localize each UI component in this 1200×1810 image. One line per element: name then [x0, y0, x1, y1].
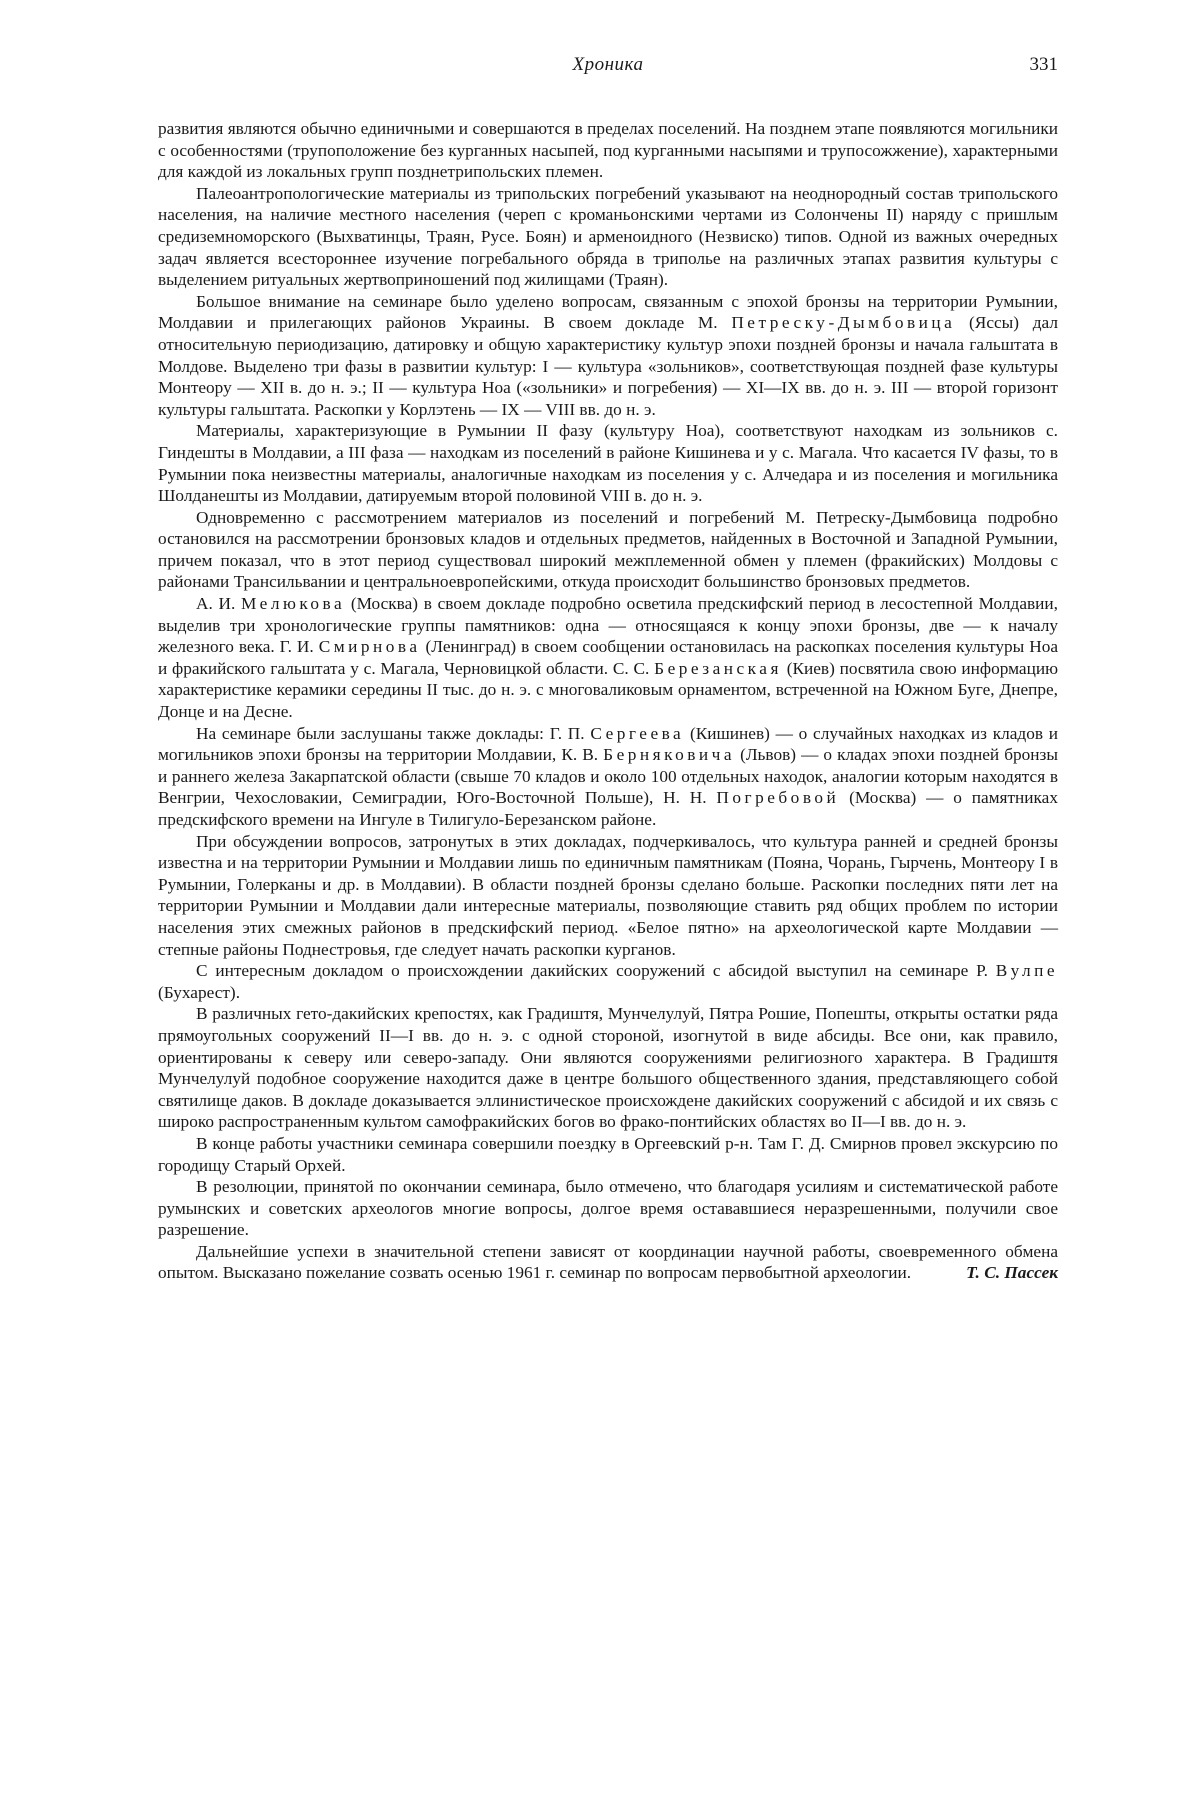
- paragraph: [158, 1241, 1058, 1284]
- author-signature: Т. С. Пассек: [966, 1263, 1058, 1283]
- spaced-author-name: Петреску-Дымбовица: [731, 313, 956, 333]
- text-run: На семинаре были заслушаны также доклады: Г. П.: [196, 723, 591, 743]
- text-run: Палеоантропологические материалы из трипольских погребений указывают на неоднородный состав трипольского населения, на наличие местного населения (череп с кроманьонскими чертами из Солончены II) наряду с пришлым средиземноморского (Выхватинцы, Траян, Русе. Боян) и арменоидного (Незвиско) типов. Одной из важных очередных задач является всестороннее изучение погребального обряда в триполье на различных этапах развития культуры с выделением ритуальных жертвоприношений под жилищами (Траян).: [158, 183, 1058, 290]
- spaced-author-name: Берняковича: [603, 745, 735, 765]
- paragraph: [158, 593, 1058, 723]
- paragraph: [158, 960, 1058, 1003]
- paragraph: [158, 420, 1058, 506]
- paragraph: [158, 1176, 1058, 1241]
- text-run: В резолюции, принятой по окончании семинара, было отмечено, что благодаря усилиям и систематической работе румынских и советских археологов многие вопросы, долгое время остававшиеся неразрешенными, получили свое разрешение.: [158, 1177, 1058, 1240]
- text-run: (Киев) посвятила свою информацию характеристике керамики середины II тыс. до н. э. с многоваликовым орнаментом, встреченной на Южном Буге, Днепре, Донце и на Десне.: [158, 658, 1058, 722]
- spaced-author-name: Вулпе: [995, 961, 1058, 981]
- spaced-author-name: Мелюкова: [241, 594, 346, 614]
- text-run: (Кишинев) — о случайных находках из кладов и могильников эпохи бронзы на территории Молдавии, К. В.: [158, 723, 1058, 765]
- text-run: А. И.: [196, 594, 242, 614]
- paragraph: [158, 291, 1058, 421]
- running-title: Хроника: [572, 54, 644, 75]
- paragraph: [158, 723, 1058, 831]
- text-run: В конце работы участники семинара совершили поездку в Оргеевский р-н. Там Г. Д. Смирнов провел экскурсию по городищу Старый Орхей.: [158, 1133, 1058, 1175]
- text-run: При обсуждении вопросов, затронутых в этих докладах, подчеркивалось, что культура ранней и средней бронзы известна и на территории Румынии и Молдавии лишь по единичным памятникам (Пояна, Чорань, Гырчень, Монтеору I в Румынии, Голерканы и др. в Молдавии). В области поздней бронзы сделано больше. Раскопки последних пяти лет на территории Румынии и Молдавии дали интересные материалы, позволяющие ставить ряд общих проблем по истории населения этих смежных районов в предскифский период. «Белое пятно» на археологической карте Молдавии — степные районы Поднестровья, где следует начать раскопки курганов.: [158, 831, 1058, 959]
- running-head: [158, 54, 1058, 84]
- spaced-author-name: Смирнова: [318, 637, 421, 657]
- spaced-author-name: Погребовой: [716, 788, 840, 808]
- page-number: 331: [1029, 54, 1058, 75]
- text-run: В различных гето-дакийских крепостях, как Градиштя, Мунчелулуй, Пятра Рошие, Попешты, открыты остатки ряда прямоугольных сооружений II—I вв. до н. э. с одной стороной, изогнутой в виде абсиды. Все они, как правило, ориентированы к северу или северо-западу. Они являются сооружениями религиозного характера. В Градиштя Мунчелулуй подобное сооружение находится даже в центре большого общественного здания, представляющего собой святилище даков. В докладе доказывается эллинистическое происхождене дакийских сооружений с абсидой и их связь с широко распространенным культом самофракийских богов во фрако-понтийских областях во II—I вв. до н. э.: [158, 1004, 1058, 1132]
- text-run: С интересным докладом о происхождении дакийских сооружений с абсидой выступил на семинаре Р.: [196, 961, 996, 981]
- paragraph: [158, 831, 1058, 961]
- spaced-author-name: Березанская: [654, 658, 782, 678]
- paragraph: [158, 183, 1058, 291]
- text-run: Материалы, характеризующие в Румынии II фазу (культуру Ноа), соответствуют находкам из зольников с. Гиндешты в Молдавии, а III фаза — находкам из поселений в районе Кишинева и у с. Магала. Что касается IV фазы, то в Румынии пока неизвестны материалы, аналогичные находкам из поселения у с. Алчедара и из поселения и могильника Шолданешты из Молдавии, датируемым второй половиной VIII в. до н. э.: [158, 421, 1058, 506]
- text-run: (Львов) — о кладах эпохи поздней бронзы и раннего железа Закарпатской области (свыше 70 кладов и около 100 отдельных находок, аналогии которым находятся в Венгрии, Чехословакии, Семиградии, Юго-Восточной Польше), Н. Н.: [158, 745, 1058, 808]
- text-run: (Яссы) дал относительную периодизацию, датировку и общую характеристику культур эпохи поздней бронзы и начала гальштата в Молдове. Выделено три фазы в развитии культур: I — культура «зольников», соответствующая поздней фазе культуры Монтеору — XII в. до н. э.; II — культура Ноа («зольники» и погребения) — XI—IX вв. до н. э. III — второй горизонт культуры гальштата. Раскопки у Корлэтень — IX — VIII вв. до н. э.: [158, 313, 1058, 419]
- paragraph: [158, 1003, 1058, 1133]
- paragraph: [158, 1133, 1058, 1176]
- article-body: [158, 118, 1058, 1284]
- text-run: (Ленинград) в своем сообщении остановилась на раскопках поселения культуры Ноа и фракийского гальштата у с. Магала, Черновицкой области. С. С.: [158, 637, 1059, 678]
- text-run: (Москва) в своем докладе подробно осветила предскифский период в лесостепной Молдавии, выделив три хронологические группы памятников: одна — относящаяся к концу эпохи бронзы, две — к началу железного века. Г. И.: [158, 594, 1058, 657]
- text-run: (Москва) — о памятниках предскифского времени на Ингуле в Тилигуло-Березанском районе.: [158, 788, 1058, 829]
- text-run: Дальнейшие успехи в значительной степени зависят от координации научной работы, своевременного обмена опытом. Высказано пожелание созвать осенью 1961 г. семинар по вопросам первобытной археологии.: [158, 1241, 1058, 1283]
- paragraph: [158, 507, 1058, 593]
- text-run: развития являются обычно единичными и совершаются в пределах поселений. На позднем этапе появляются могильники с особенностями (трупоположение без курганных насыпей, под курганными насыпями и трупосожжение), характерными для каждой из локальных групп позднетрипольских племен.: [158, 119, 1058, 182]
- spaced-author-name: Сергеева: [590, 723, 685, 743]
- text-run: (Бухарест).: [158, 982, 241, 1002]
- text-run: Большое внимание на семинаре было уделено вопросам, связанным с эпохой бронзы на территории Румынии, Молдавии и прилегающих районов Украины. В своем докладе М.: [158, 291, 1058, 333]
- paragraph: [158, 118, 1058, 183]
- text-run: Одновременно с рассмотрением материалов из поселений и погребений М. Петреску-Дымбовица подробно остановился на рассмотрении бронзовых кладов и отдельных предметов, найденных в Восточной и Западной Румынии, причем показал, что в этот период существовал широкий межплеменной обмен у племен (фракийских) Молдовы с районами Трансильвании и центральноевропейскими, откуда происходит большинство бронзовых предметов.: [158, 507, 1058, 592]
